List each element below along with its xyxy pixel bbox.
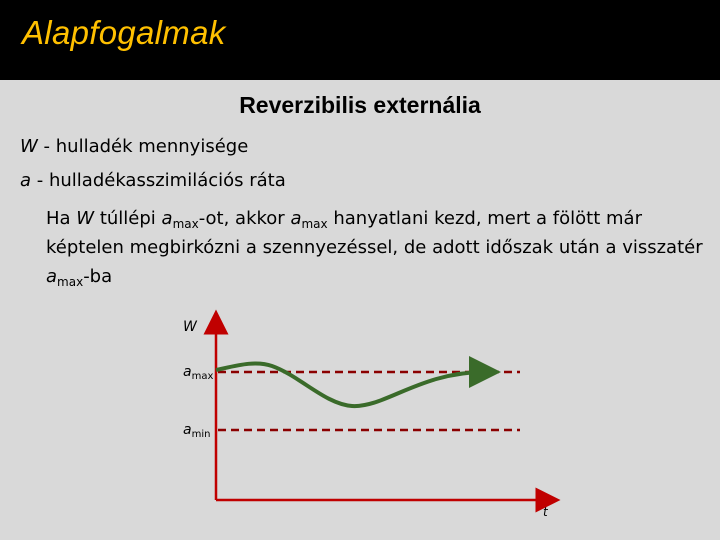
slide-title: Alapfogalmak xyxy=(22,14,226,51)
amax-label-sub: max xyxy=(191,371,214,382)
para-symbol-a2: a xyxy=(290,208,302,229)
para-sub-2: max xyxy=(301,217,328,231)
amin-label-symbol: a xyxy=(183,422,192,438)
definition-text-a: - hulladékasszimilációs ráta xyxy=(31,170,286,191)
para-text-4: hanyatlani kezd, mert a fölött már képtelen megbirkózni a szennyezéssel, de adott időszak után a visszatér xyxy=(46,208,703,258)
para-text-1: Ha xyxy=(46,208,77,229)
amin-label-sub: min xyxy=(191,429,211,440)
amin-label xyxy=(183,422,210,440)
slide-subtitle: Reverzibilis externália xyxy=(239,92,481,118)
x-axis-label: t xyxy=(543,505,548,519)
definition-text-w: - hulladék mennyisége xyxy=(37,136,249,157)
amax-label-symbol: a xyxy=(183,364,192,380)
para-symbol-w: W xyxy=(76,208,95,229)
para-text-5: -ba xyxy=(83,266,113,287)
para-symbol-a3: a xyxy=(46,266,58,287)
definition-symbol-w: W xyxy=(20,136,38,157)
para-symbol-a1: a xyxy=(161,208,173,229)
para-sub-1: max xyxy=(172,217,199,231)
amax-label xyxy=(183,364,213,382)
waste-curve xyxy=(216,363,485,406)
para-text-2: túllépi xyxy=(94,208,162,229)
para-text-3: -ot, akkor xyxy=(198,208,291,229)
definition-symbol-a: a xyxy=(20,170,32,191)
para-sub-3: max xyxy=(57,275,84,289)
y-axis-label: W xyxy=(183,319,197,335)
